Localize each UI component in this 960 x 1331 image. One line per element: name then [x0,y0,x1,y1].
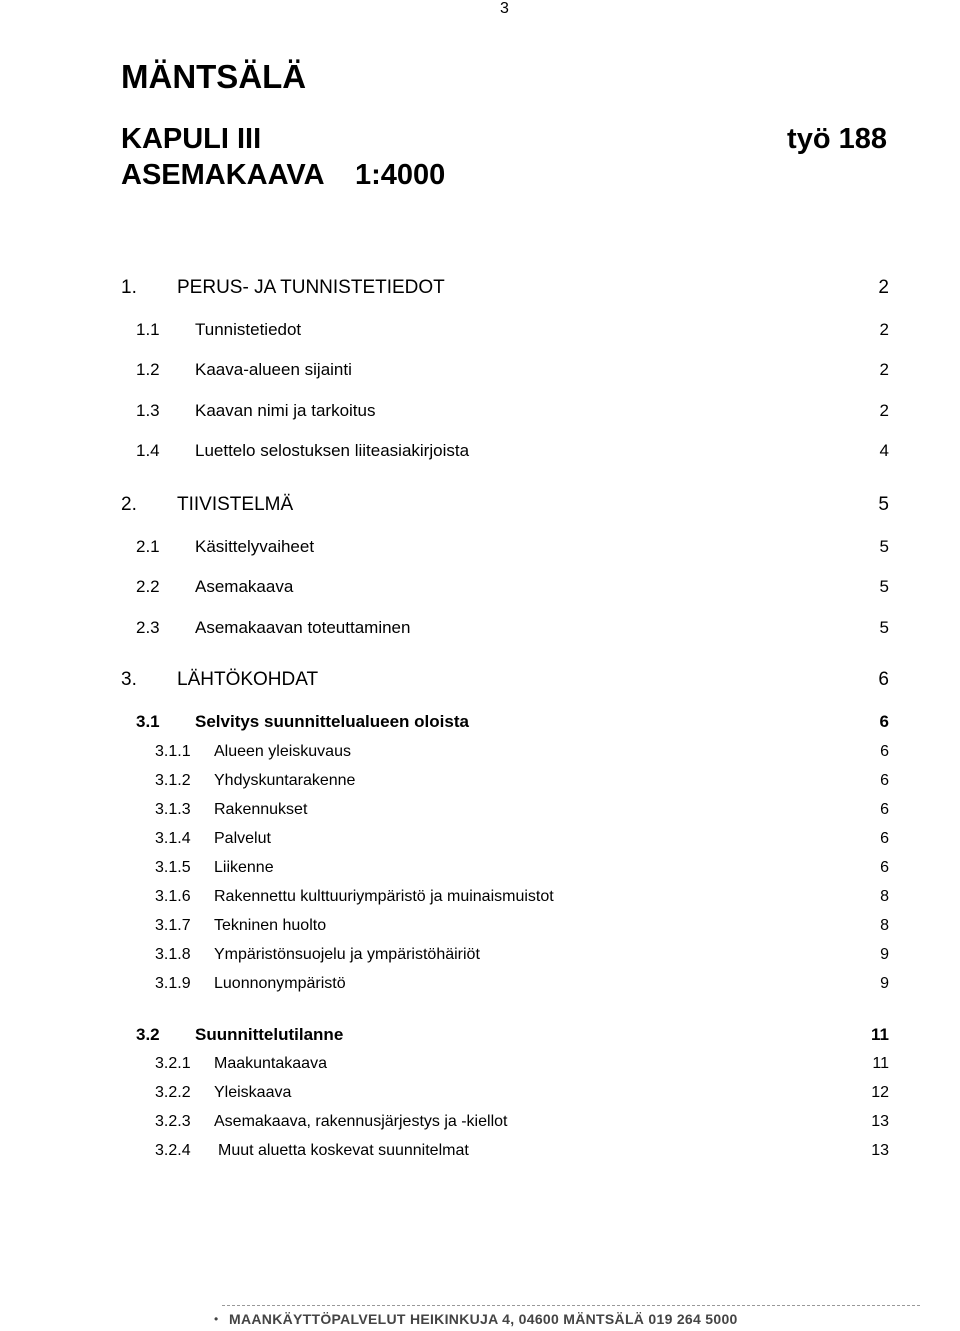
toc-title: PERUS- JA TUNNISTETIEDOT [177,277,445,298]
toc-title: Tunnistetiedot [195,320,302,339]
toc-number: 1.3 [136,401,160,420]
work-number: työ 188 [787,123,887,155]
toc-number: 3.1.3 [155,801,191,818]
toc-title: LÄHTÖKOHDAT [177,669,319,690]
plan-scale: 1:4000 [355,159,446,191]
toc-title: Luonnonympäristö [214,975,346,992]
toc-page: 8 [880,888,889,905]
toc-page: 11 [871,1025,889,1044]
municipality-title: MÄNTSÄLÄ [121,58,307,95]
toc-entry [0,1113,960,1137]
page-footer [0,1305,960,1331]
toc-page: 6 [878,669,889,690]
toc-entry [0,946,960,970]
toc-title: TIIVISTELMÄ [177,494,294,515]
toc-title: Tekninen huolto [214,917,327,934]
toc-entry [0,669,960,693]
bullet-icon: • [214,1312,219,1326]
toc-entry [0,975,960,999]
toc-number: 3.1.2 [155,772,191,789]
toc-number: 2. [121,494,137,515]
toc-number: 3.1.1 [155,743,191,760]
toc-entry [0,1142,960,1166]
toc-number: 3.2 [136,1025,160,1044]
toc-title: Liikenne [214,859,274,876]
toc-number: 3.2.4 [155,1142,191,1159]
toc-number: 3. [121,669,137,690]
toc-page: 6 [880,743,889,760]
toc-title: Yleiskaava [214,1084,292,1101]
toc-title: Kaavan nimi ja tarkoitus [195,401,376,420]
toc-title: Ympäristönsuojelu ja ympäristöhäiriöt [214,946,480,963]
toc-number: 3.1.9 [155,975,191,992]
toc-title: Kaava-alueen sijainti [195,360,352,379]
toc-page: 2 [879,360,889,379]
toc-entry [0,1025,960,1049]
toc-entry [0,441,960,465]
page-number: 3 [500,0,509,17]
toc-number: 3.1.6 [155,888,191,905]
toc-page: 8 [880,917,889,934]
toc-entry [0,277,960,301]
toc-page: 13 [871,1113,889,1130]
toc-page: 6 [880,859,889,876]
plan-type: ASEMAKAAVA [121,159,325,191]
toc-title: Rakennukset [214,801,308,818]
footer-address: MAANKÄYTTÖPALVELUT HEIKINKUJA 4, 04600 MÄNTSÄLÄ 019 264 5000 [229,1311,738,1327]
toc-page: 6 [880,801,889,818]
toc-number: 3.1.5 [155,859,191,876]
toc-entry [0,712,960,736]
toc-page: 2 [879,320,889,339]
toc-entry [0,917,960,941]
toc-entry [0,494,960,518]
toc-entry [0,1084,960,1108]
toc-entry [0,1055,960,1079]
toc-entry [0,360,960,384]
toc-title: Palvelut [214,830,271,847]
toc-number: 1.1 [136,320,160,339]
toc-number: 2.3 [136,618,160,637]
toc-page: 4 [879,441,889,460]
toc-entry [0,830,960,854]
plan-name: KAPULI III [121,123,262,155]
toc-entry [0,801,960,825]
toc-entry [0,320,960,344]
toc-page: 5 [879,618,889,637]
toc-entry [0,618,960,642]
toc-number: 1.4 [136,441,160,460]
toc-number: 1.2 [136,360,160,379]
toc-page: 6 [879,712,889,731]
toc-number: 3.2.2 [155,1084,191,1101]
toc-page: 2 [878,277,889,298]
toc-page: 6 [880,830,889,847]
toc-number: 1. [121,277,137,298]
toc-title: Selvitys suunnittelualueen oloista [195,712,469,731]
toc-title: Käsittelyvaiheet [195,537,315,556]
toc-number: 3.2.3 [155,1113,191,1130]
toc-entry [0,772,960,796]
toc-entry [0,537,960,561]
toc-page: 9 [880,975,889,992]
toc-number: 3.1.7 [155,917,191,934]
toc-number: 3.1.8 [155,946,191,963]
toc-page: 11 [872,1055,889,1072]
toc-title: Alueen yleiskuvaus [214,743,351,760]
toc-entry [0,859,960,883]
toc-page: 2 [879,401,889,420]
toc-number: 3.1 [136,712,160,731]
toc-entry [0,743,960,767]
toc-entry [0,577,960,601]
toc-page: 5 [879,537,889,556]
toc-page: 6 [880,772,889,789]
toc-page: 9 [880,946,889,963]
toc-page: 5 [879,577,889,596]
footer-divider [222,1305,920,1306]
toc-entry [0,888,960,912]
toc-title: Luettelo selostuksen liiteasiakirjoista [195,441,470,460]
toc-page: 13 [871,1142,889,1159]
toc-title: Asemakaavan toteuttaminen [195,618,411,637]
toc-title: Maakuntakaava [214,1055,327,1072]
toc-number: 3.2.1 [155,1055,191,1072]
toc-title: Asemakaava, rakennusjärjestys ja -kiellot [214,1113,508,1130]
toc-title: Yhdyskuntarakenne [214,772,356,789]
toc-title: Muut aluetta koskevat suunnitelmat [218,1142,469,1159]
toc-page: 5 [878,494,889,515]
toc-page: 12 [871,1084,889,1101]
toc-number: 2.2 [136,577,160,596]
toc-title: Rakennettu kulttuuriympäristö ja muinaismuistot [214,888,554,905]
toc-title: Suunnittelutilanne [195,1025,344,1044]
toc-entry [0,401,960,425]
toc-title: Asemakaava [195,577,294,596]
toc-number: 3.1.4 [155,830,191,847]
toc-number: 2.1 [136,537,160,556]
